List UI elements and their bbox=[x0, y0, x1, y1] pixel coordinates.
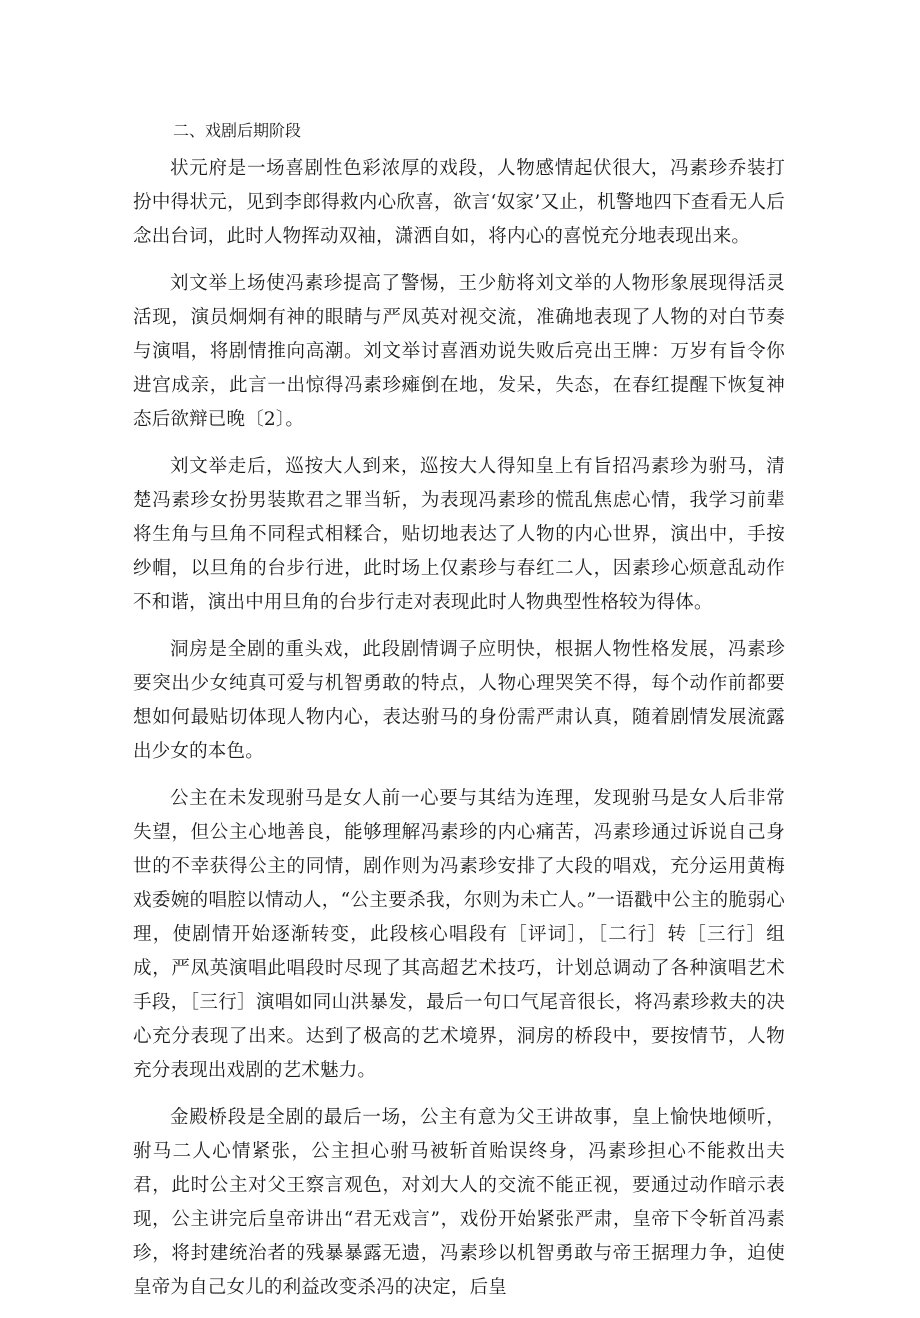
paragraph-xunan-arrival: 刘文举走后，巡按大人到来，巡按大人得知皇上有旨招冯素珍为驸马，清楚冯素珍女扮男装欺君之罪当斩，为表现冯素珍的慌乱焦虑心情，我学习前辈将生角与旦角不同程式相糅合，贴切地表达了人物的内心世界，演出中，手按纱帽，以旦角的台步行进，此时场上仅素珍与春红二人，因素珍心烦意乱动作不和谐，演出中用旦角的台步行走对表现此时人物典型性格较为得体。 bbox=[133, 456, 785, 613]
paragraph-liu-wenju-entrance: 刘文举上场使冯素珍提高了警惕，王少舫将刘文举的人物形象展现得活灵活现，演员炯炯有神的眼睛与严凤英对视交流，准确地表现了人物的对白节奏与演唱，将剧情推向高潮。刘文举讨喜酒劝说失败后亮出王牌：万岁有旨令你进宫成亲，此言一出惊得冯素珍瘫倒在地，发呆，失态，在春红提醒下恢复神态后欲辩已晚〔2〕。 bbox=[133, 273, 785, 430]
paragraph-jindian: 金殿桥段是全剧的最后一场，公主有意为父王讲故事，皇上愉快地倾听，驸马二人心情紧张，公主担心驸马被斩首贻误终身，冯素珍担心不能救出夫君，此时公主对父王察言观色，对刘大人的交流不能正视，要通过动作暗示表现，公主讲完后皇帝讲出“君无戏言”，戏份开始紧张严肃，皇帝下令斩首冯素珍，将封建统治者的残暴暴露无遗，冯素珍以机智勇敢与帝王据理力争，迫使皇帝为自己女儿的利益改变杀冯的决定，后皇 bbox=[133, 1107, 785, 1298]
paragraph-princess: 公主在未发现驸马是女人前一心要与其结为连理，发现驸马是女人后非常失望，但公主心地善良，能够理解冯素珍的内心痛苦，冯素珍通过诉说自己身世的不幸获得公主的同情，剧作则为冯素珍安排了大段的唱戏，充分运用黄梅戏委婉的唱腔以情动人，“公主要杀我，尔则为未亡人。”一语戳中公主的脆弱心理，使剧情开始逐渐转变，此段核心唱段有［评词］，［二行］转［三行］组成，严凤英演唱此唱段时尽现了其高超艺术技巧，计划总调动了各种演唱艺术手段，［三行］演唱如同山洪暴发，最后一句口气尾音很长，将冯素珍救夫的决心充分表现了出来。达到了极高的艺术境界，洞房的桥段中，要按情节，人物充分表现出戏剧的艺术魅力。 bbox=[133, 788, 785, 1081]
section-heading: 二、戏剧后期阶段 bbox=[173, 121, 302, 140]
document-page bbox=[133, 116, 785, 1318]
paragraph-zhuangyuanfu: 状元府是一场喜剧性色彩浓厚的戏段，人物感情起伏很大，冯素珍乔装打扮中得状元，见到李郎得救内心欣喜，欲言‘奴家’又止，机警地四下查看无人后念出台词，此时人物挥动双袖，潇洒自如，将内心的喜悦充分地表现出来。 bbox=[133, 158, 785, 247]
paragraph-dongfang: 洞房是全剧的重头戏，此段剧情调子应明快，根据人物性格发展，冯素珍要突出少女纯真可爱与机智勇敢的特点，人物心理哭笑不得，每个动作前都要想如何最贴切体现人物内心，表达驸马的身份需严肃认真，随着剧情发展流露出少女的本色。 bbox=[133, 639, 785, 762]
